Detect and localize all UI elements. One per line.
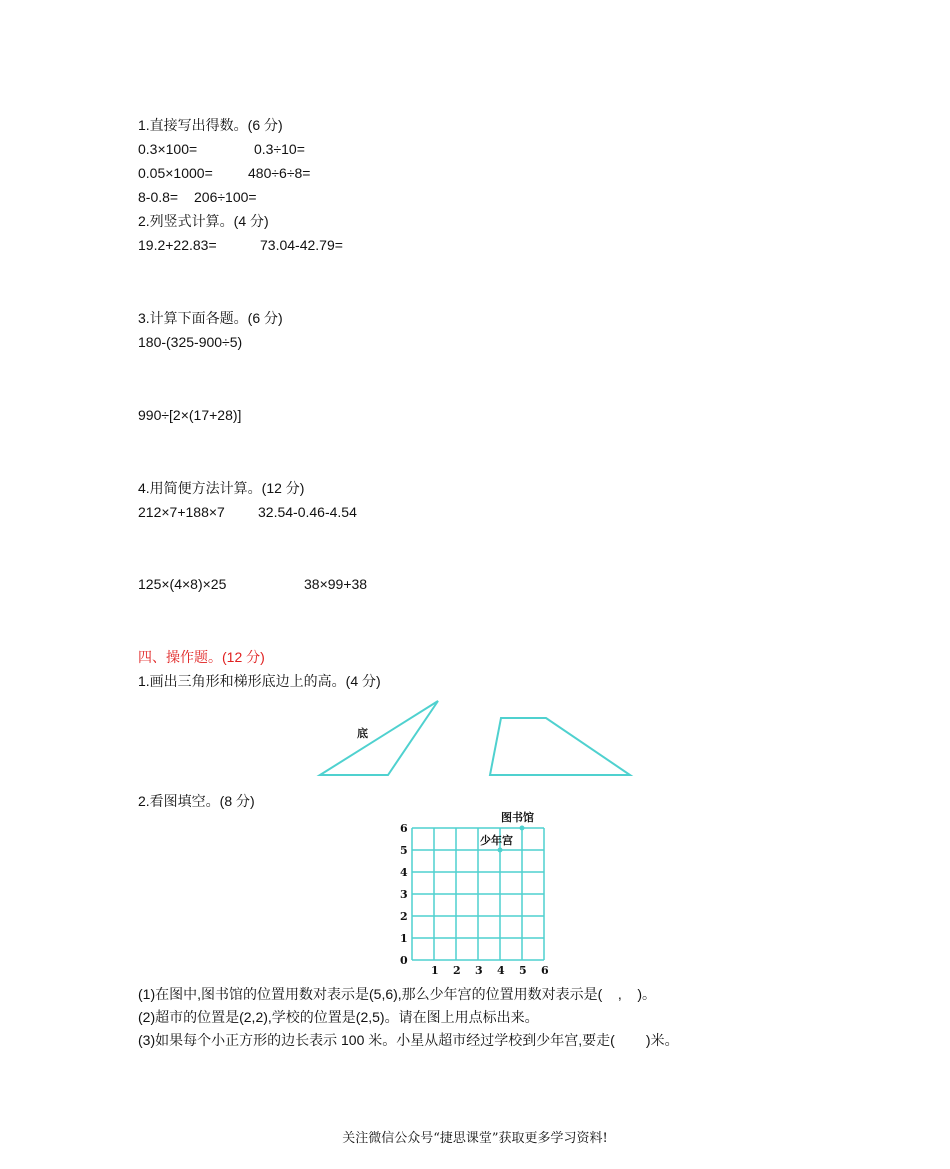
y-tick-label: 5 <box>400 844 408 857</box>
grid-labels <box>400 822 549 977</box>
library-label: 图书馆 <box>501 811 534 824</box>
x-tick-label: 5 <box>519 964 527 977</box>
q2-item: 73.04-42.79= <box>260 237 343 253</box>
q4-item: 38×99+38 <box>304 576 368 592</box>
x-tick-label: 6 <box>541 964 549 977</box>
y-tick-label: 1 <box>400 932 408 945</box>
q4-item: 212×7+188×7 <box>138 504 225 520</box>
library-point <box>520 826 525 831</box>
palace-label: 少年宫 <box>480 834 513 847</box>
q4-item: 32.54-0.46-4.54 <box>258 504 357 520</box>
x-tick-label: 3 <box>475 964 483 977</box>
q1-item: 8-0.8= <box>138 189 179 205</box>
question-2: (2)超市的位置是(2,2),学校的位置是(2,5)。请在图上用点标出来。 <box>138 1009 539 1025</box>
x-tick-label: 4 <box>497 964 505 977</box>
palace-point <box>498 848 503 853</box>
q4-item: 125×(4×8)×25 <box>138 576 227 592</box>
q1-item: 0.3×100= <box>138 141 198 157</box>
triangle-base-label: 底 <box>357 727 368 740</box>
q1-item: 480÷6÷8= <box>248 165 311 181</box>
grid-lines <box>412 826 544 961</box>
y-tick-label: 3 <box>400 888 408 901</box>
q1-item: 0.3÷10= <box>254 141 305 157</box>
question-3: (3)如果每个小正方形的边长表示 100 米。小星从超市经过学校到少年宫,要走( )米。 <box>138 1032 679 1048</box>
x-tick-label: 2 <box>453 964 461 977</box>
q3-title: 3.计算下面各题。(6 分) <box>138 310 283 326</box>
x-tick-label: 1 <box>431 964 439 977</box>
y-tick-label: 4 <box>400 866 408 879</box>
q1-item: 206÷100= <box>194 189 257 205</box>
q4-title: 4.用简便方法计算。(12 分) <box>138 480 305 496</box>
s4-q2-title: 2.看图填空。(8 分) <box>138 793 255 809</box>
q1-item: 0.05×1000= <box>138 165 213 181</box>
origin-label: 0 <box>400 954 408 967</box>
q3-item: 180-(325-900÷5) <box>138 334 243 350</box>
q1-title: 1.直接写出得数。(6 分) <box>138 117 283 133</box>
y-tick-label: 2 <box>400 910 408 923</box>
s4-q1-title: 1.画出三角形和梯形底边上的高。(4 分) <box>138 673 381 689</box>
y-tick-label: 6 <box>400 822 408 835</box>
q2-title: 2.列竖式计算。(4 分) <box>138 213 269 229</box>
q2-item: 19.2+22.83= <box>138 237 217 253</box>
footer-note: 关注微信公众号“捷思课堂”获取更多学习资料! <box>342 1131 608 1146</box>
question-1: (1)在图中,图书馆的位置用数对表示是(5,6),那么少年宫的位置用数对表示是( , )。 <box>138 986 657 1002</box>
section-heading: 四、操作题。(12 分) <box>138 649 265 665</box>
q3-item: 990÷[2×(17+28)] <box>138 407 242 423</box>
